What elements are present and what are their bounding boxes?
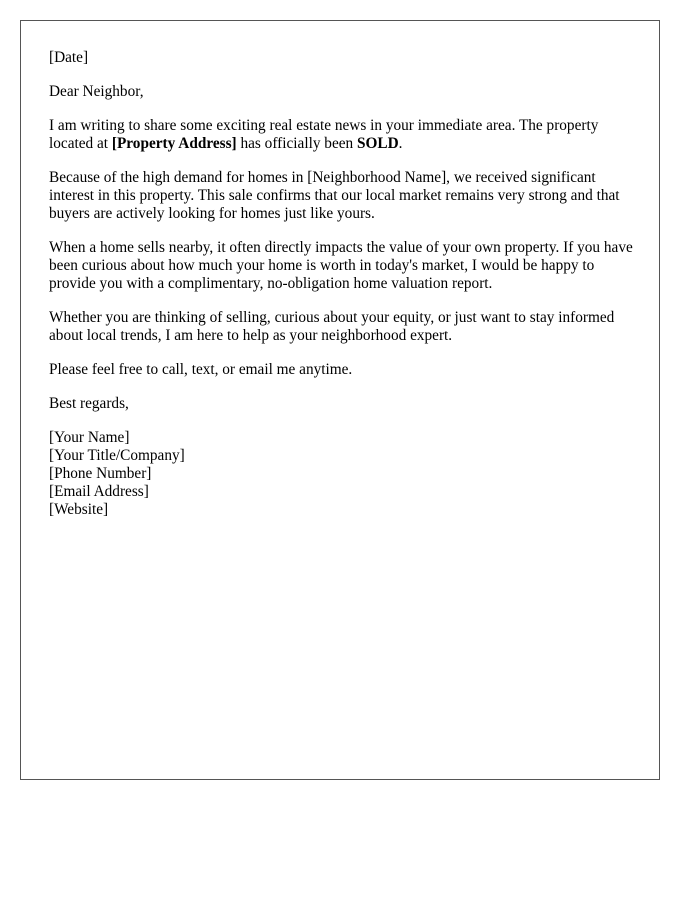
signature-name: [Your Name] — [49, 429, 130, 446]
p1-end-text: . — [398, 135, 403, 152]
letter-body — [49, 49, 635, 519]
paragraph-sale-announcement — [49, 117, 635, 153]
paragraph-contact: Please feel free to call, text, or email me anytime. — [49, 361, 353, 378]
p1-mid-text: has officially been — [236, 135, 357, 152]
signature-email: [Email Address] — [49, 483, 149, 500]
p1-lead-text: I am writing to share some exciting real estate news in your immediate area. The property located at — [49, 117, 599, 152]
letter-salutation: Dear Neighbor, — [49, 83, 144, 100]
property-address-placeholder: [Property Address] — [111, 135, 237, 152]
sold-label: SOLD — [357, 135, 399, 152]
paragraph-valuation-offer: When a home sells nearby, it often directly impacts the value of your own property. If you have been curious about how much your home is worth in today's market, I would be happy to provide you with a complimentary, no-obligation home valuation report. — [49, 239, 633, 292]
letter-page — [20, 20, 660, 780]
signature-title: [Your Title/Company] — [49, 447, 185, 464]
signature-phone: [Phone Number] — [49, 465, 152, 482]
letter-date: [Date] — [49, 49, 89, 66]
signature-website: [Website] — [49, 501, 109, 518]
paragraph-expert-help: Whether you are thinking of selling, curious about your equity, or just want to stay informed about local trends, I am here to help as your neighborhood expert. — [49, 309, 615, 344]
letter-closing: Best regards, — [49, 395, 129, 412]
signature-block — [49, 429, 635, 519]
paragraph-market-demand: Because of the high demand for homes in [Neighborhood Name], we received significant interest in this property. This sale confirms that our local market remains very strong and that buyers are actively looking for homes just like yours. — [49, 169, 620, 222]
